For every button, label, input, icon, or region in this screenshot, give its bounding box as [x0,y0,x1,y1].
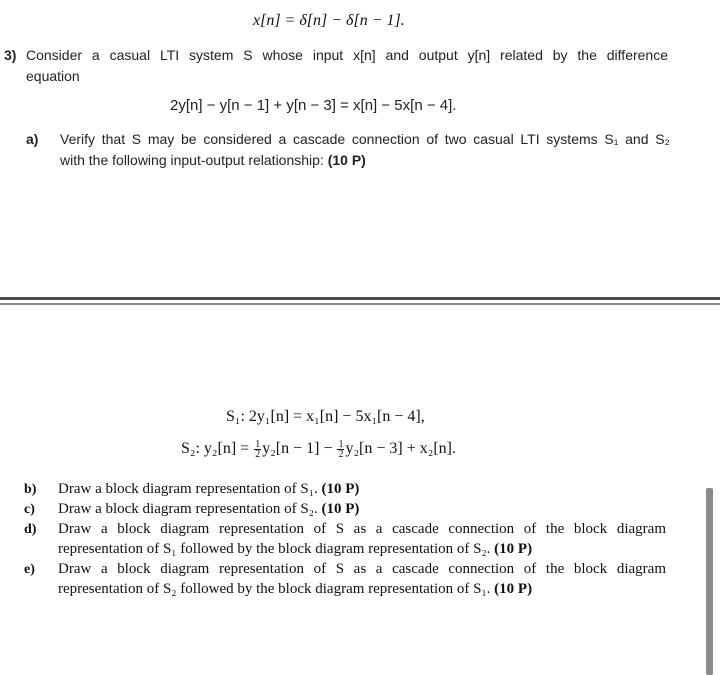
part-b-line1: Draw a block diagram representation of S₁. [58,481,318,497]
s2-fraction-2 [337,440,344,459]
part-e-points: (10 P) [494,581,533,597]
s2-frac2-den: 2 [338,449,344,460]
part-c-line1: Draw a block diagram representation of S₂. [58,501,318,517]
page-divider-bottom [0,303,720,305]
s2-mid1: y₂[n − 1] − [262,440,333,458]
part-b-points: (10 P) [321,481,360,497]
s2-prefix: S₂: y₂[n] = [181,440,250,458]
part-b-label: b) [24,482,37,497]
s2-fraction-1 [254,440,261,459]
part-e-label: e) [24,562,35,577]
part-b-text [58,481,359,498]
part-c-text [58,501,359,518]
part-d-points: (10 P) [494,541,533,557]
part-a-points: (10 P) [327,152,366,168]
s2-frac1-num: 1 [255,439,261,450]
problem-text-line2: equation [26,68,80,84]
problem-number: 3) [4,47,17,63]
part-a-line2 [60,152,366,168]
problem-text-line1: Consider a casual LTI system S whose input x[n] and output y[n] related by the difference [26,47,668,63]
part-c-points: (10 P) [321,501,360,517]
difference-equation: 2y[n] − y[n − 1] + y[n − 3] = x[n] − 5x[n − 4]. [170,97,457,114]
part-a-line2-text: with the following input-output relationship: [60,152,324,168]
s2-mid2: y₂[n − 3] + x₂[n]. [345,440,456,458]
part-a-label: a) [26,131,39,147]
part-d-line2 [58,541,532,558]
part-e-line2 [58,581,532,598]
part-e-line2-text: representation of S₂ followed by the block diagram representation of S₁. [58,581,491,597]
vertical-scrollbar[interactable] [706,488,713,675]
page-divider-top [0,297,720,300]
part-d-line2-text: representation of S₁ followed by the block diagram representation of S₂. [58,541,491,557]
part-d-line1: Draw a block diagram representation of S as a cascade connection of the block diagram [58,521,666,537]
part-e-line1: Draw a block diagram representation of S as a cascade connection of the block diagram [58,561,666,577]
s1-equation: S₁: 2y₁[n] = x₁[n] − 5x₁[n − 4], [226,408,425,425]
top-equation: x[n] = δ[n] − δ[n − 1]. [253,12,405,29]
s2-equation [181,440,456,459]
s2-frac2-num: 1 [338,439,344,450]
part-c-label: c) [24,502,35,517]
s2-frac1-den: 2 [255,449,261,460]
part-d-label: d) [24,522,37,537]
part-a-line1: Verify that S may be considered a cascade connection of two casual LTI systems S₁ and S₂ [60,131,670,147]
